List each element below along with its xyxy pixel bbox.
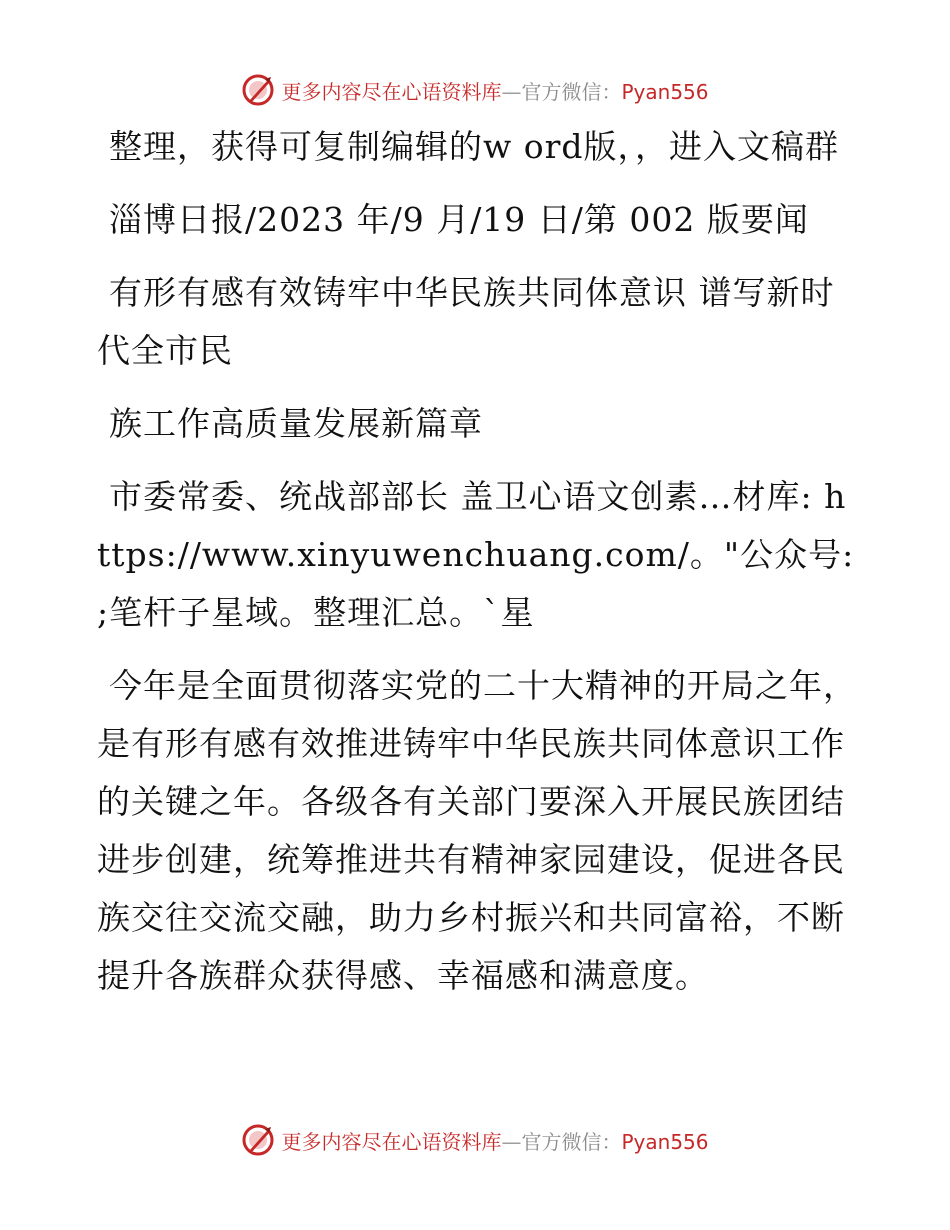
wechat-id: Pyan556 xyxy=(621,1129,709,1154)
footer-banner xyxy=(0,1120,950,1160)
document-body xyxy=(97,118,857,1020)
paragraph-title-line2: 族工作高质量发展新篇章 xyxy=(109,404,483,443)
wechat-id: Pyan556 xyxy=(621,79,709,104)
quill-logo-icon xyxy=(241,73,275,107)
paragraph-title-line1: 有形有感有效铸牢中华民族共同体意识 谱写新时代全市民 xyxy=(97,273,835,370)
header-banner xyxy=(0,70,950,110)
footer-banner-text: 更多内容尽在心语资料库—官方微信：Pyan556 xyxy=(281,1129,709,1154)
paragraph-author: 市委常委、统战部部长 盖卫心语文创素…材库: https://www.xinyuwenchuang.com/。"公众号: ;笔杆子星域。整理汇总。`星 xyxy=(97,477,855,632)
paragraph-source: 淄博日报/2023 年/9 月/19 日/第 002 版要闻 xyxy=(109,200,809,239)
paragraph-note: 整理，获得可复制编辑的w ord版，，进入文稿群 xyxy=(109,127,840,166)
quill-logo-icon xyxy=(241,1123,275,1157)
header-banner-text: 更多内容尽在心语资料库—官方微信：Pyan556 xyxy=(281,79,709,104)
paragraph-body: 今年是全面贯彻落实党的二十大精神的开局之年，是有形有感有效推进铸牢中华民族共同体意识工作的关键之年。各级各有关部门要深入开展民族团结进步创建，统筹推进共有精神家园建设，促进各民族交往交流交融，助力乡村振兴和共同富裕，不断提升各族群众获得感、幸福感和满意度。 xyxy=(97,666,857,995)
